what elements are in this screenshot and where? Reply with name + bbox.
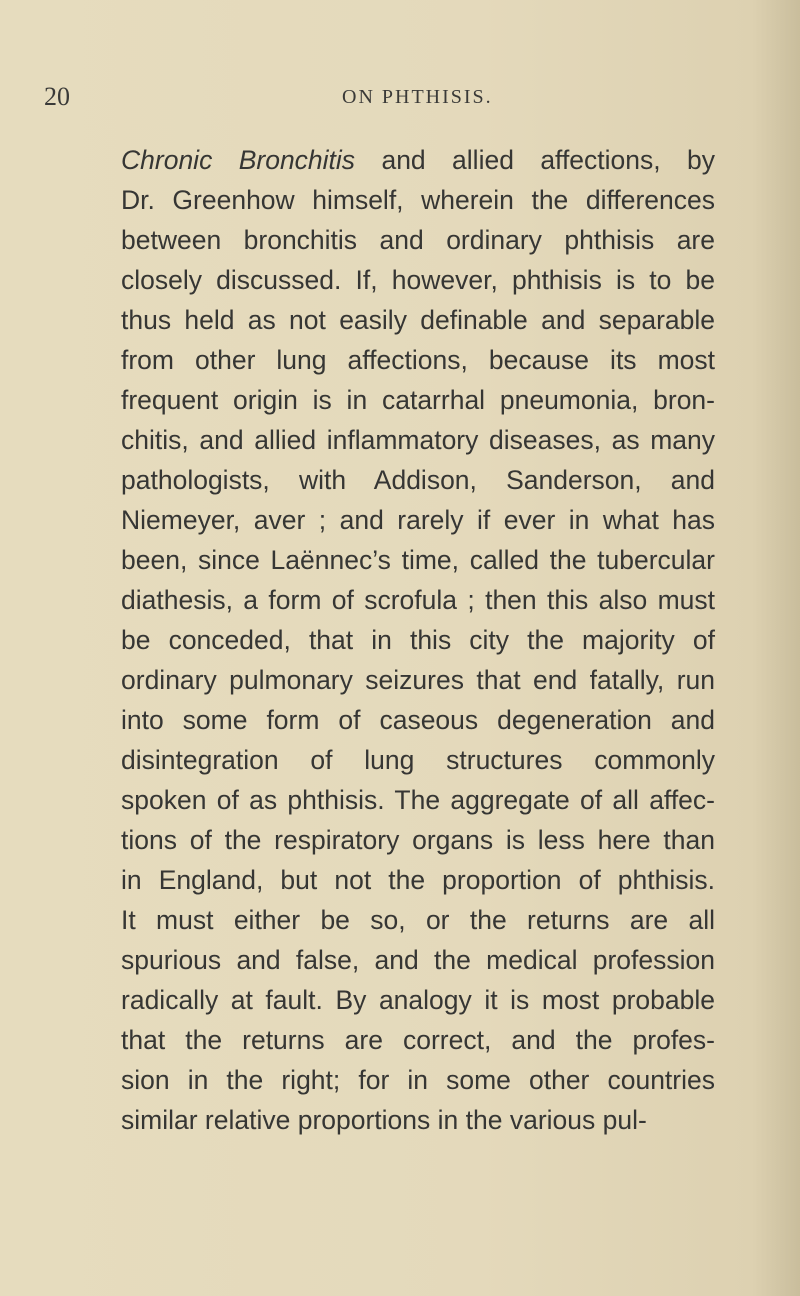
text-line: radically at fault. By analogy it is most probable (121, 985, 715, 1015)
text-line: be conceded, that in this city the majority of (121, 625, 715, 655)
text-line: that the returns are correct, and the profes- (121, 1025, 715, 1055)
text-line: been, since Laënnec’s time, called the tubercular (121, 545, 715, 575)
text-line: diathesis, a form of scrofula ; then this also must (121, 585, 715, 615)
text-line: thus held as not easily definable and separable (121, 305, 715, 335)
text-line-rest: and allied affections, by (355, 145, 716, 175)
text-line: disintegration of lung structures commonly (121, 745, 715, 775)
text-line: ordinary pulmonary seizures that end fatally, run (121, 665, 715, 695)
text-line: chitis, and allied inflammatory diseases, as many (121, 425, 715, 455)
text-line: similar relative proportions in the various pul- (121, 1105, 647, 1135)
text-line: spoken of as phthisis. The aggregate of all affec- (121, 785, 715, 815)
text-line: pathologists, with Addison, Sanderson, and (121, 465, 715, 495)
text-line: frequent origin is in catarrhal pneumonia, bron- (121, 385, 715, 415)
text-line: spurious and false, and the medical profession (121, 945, 715, 975)
text-line: tions of the respiratory organs is less here than (121, 825, 715, 855)
text-line: Dr. Greenhow himself, wherein the differences (121, 185, 715, 215)
text-line: sion in the right; for in some other countries (121, 1065, 715, 1095)
text-line: into some form of caseous degeneration and (121, 705, 715, 735)
text-line (121, 140, 715, 180)
text-line: between bronchitis and ordinary phthisis are (121, 225, 715, 255)
text-line: It must either be so, or the returns are all (121, 905, 715, 935)
italic-title: Chronic Bronchitis (121, 145, 356, 175)
running-head: ON PHTHISIS. (342, 86, 493, 108)
text-line: closely discussed. If, however, phthisis is to be (121, 265, 715, 295)
text-line: in England, but not the proportion of phthisis. (121, 865, 715, 895)
text-line: from other lung affections, because its most (121, 345, 715, 375)
page-number: 20 (44, 82, 70, 111)
text-line: Niemeyer, aver ; and rarely if ever in what has (121, 505, 715, 535)
